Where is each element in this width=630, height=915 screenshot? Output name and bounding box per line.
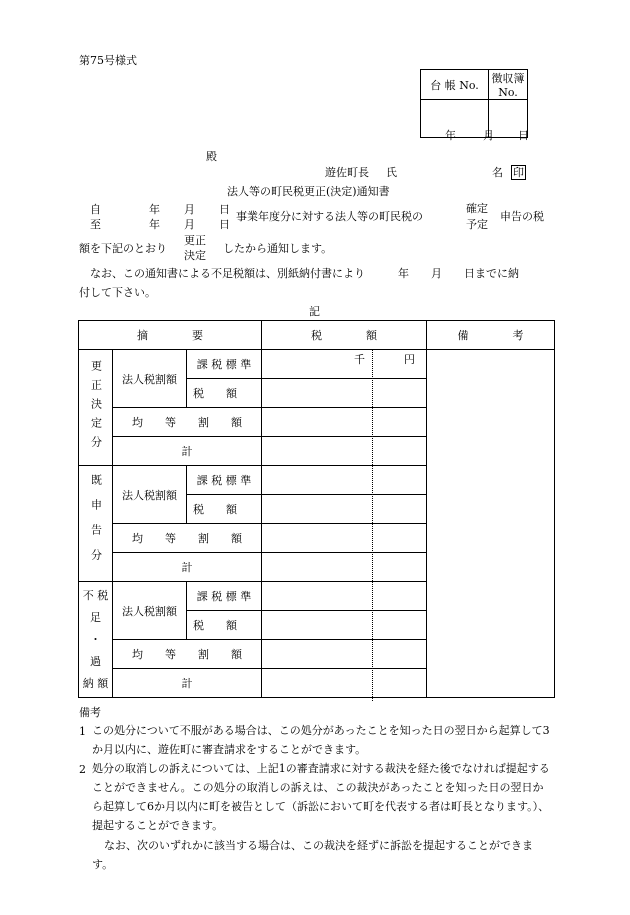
remarks-cell bbox=[427, 350, 555, 698]
body-line4: 付して下さい。 bbox=[79, 286, 156, 299]
filed-tax-base-value bbox=[262, 466, 427, 495]
from-year: 年 bbox=[149, 203, 160, 216]
header-remarks: 備 考 bbox=[427, 321, 555, 350]
filed-total-value bbox=[262, 553, 427, 582]
revised-tax-base-value bbox=[262, 350, 427, 379]
date-year: 年 bbox=[445, 129, 456, 142]
total-label: 計 bbox=[113, 437, 262, 466]
notes-heading: 備考 bbox=[79, 706, 101, 719]
label-kettei: 決定 bbox=[184, 249, 206, 262]
corporate-tax-label: 法人税割額 bbox=[113, 582, 187, 640]
thousand-divider bbox=[372, 350, 373, 701]
corporate-tax-label: 法人税割額 bbox=[113, 350, 187, 408]
tax-base-label: 課 税 標 準 bbox=[187, 582, 262, 611]
tax-base-label: 課 税 標 準 bbox=[187, 350, 262, 379]
filed-equal-levy-value bbox=[262, 524, 427, 553]
unit-yen: 円 bbox=[404, 353, 415, 366]
label-kakutei: 確定 bbox=[466, 202, 488, 215]
label-kosei: 更正 bbox=[184, 234, 206, 247]
label-to: 至 bbox=[90, 218, 101, 231]
issuer-title: 遊佐町長 bbox=[325, 166, 369, 179]
header-summary: 摘 要 bbox=[79, 321, 262, 350]
revised-equal-levy-value bbox=[262, 408, 427, 437]
section-filed-label: 既申告分 bbox=[79, 466, 113, 582]
section-diff-label: 不 税 足 ・ 過 納 額 bbox=[79, 582, 113, 698]
date-month: 月 bbox=[483, 129, 494, 142]
label-from: 自 bbox=[90, 203, 101, 216]
to-day: 日 bbox=[219, 218, 230, 231]
equal-levy-label: 均 等 割 額 bbox=[113, 524, 262, 553]
register-box bbox=[420, 69, 528, 138]
note-1: この処分について不服がある場合は、この処分があったことを知った日の翌日から起算して3か月以内に、遊佐町に審査請求をすることができます。 bbox=[92, 724, 550, 756]
corporate-tax-label: 法人税割額 bbox=[113, 466, 187, 524]
note-2-number: 2 bbox=[79, 763, 86, 776]
addressee-suffix: 殿 bbox=[206, 150, 217, 163]
filed-tax-amount-value bbox=[262, 495, 427, 524]
note-2: 処分の取消しの訴えについては、上記1の審査請求に対する裁決を経た後でなければ提起することができません。この処分の取消しの訴えは、この裁決があったことを知った日の翌日から起算して6か月以内に町を被告として（訴訟において町を代表する者は町長となります。）、提起することができます。 bbox=[92, 762, 550, 832]
fiscal-phrase: 事業年度分に対する法人等の町民税の bbox=[236, 210, 423, 223]
revised-total-value bbox=[262, 437, 427, 466]
tax-amount-label: 税 額 bbox=[187, 495, 262, 524]
document-title: 法人等の町民税更正(決定)通知書 bbox=[227, 185, 390, 198]
issuer-mei: 名 bbox=[492, 166, 503, 179]
tax-amount-label: 税 額 bbox=[187, 611, 262, 640]
register-no-header: 台 帳 No. bbox=[421, 70, 489, 100]
header-amount: 税 額 bbox=[262, 321, 427, 350]
body-line2-start: 額を下記のとおり bbox=[79, 242, 167, 255]
declared-tax-text: 申告の税 bbox=[500, 210, 544, 223]
to-month: 月 bbox=[184, 218, 195, 231]
tax-amount-label: 税 額 bbox=[187, 379, 262, 408]
to-year: 年 bbox=[149, 218, 160, 231]
revised-tax-amount-value bbox=[262, 379, 427, 408]
note-3: なお、次のいずれかに該当する場合は、この裁決を経ずに訴訟を提起することができます。 bbox=[92, 839, 533, 871]
unit-thousand: 千 bbox=[354, 353, 365, 366]
from-day: 日 bbox=[219, 203, 230, 216]
diff-equal-levy-value bbox=[262, 640, 427, 669]
equal-levy-label: 均 等 割 額 bbox=[113, 640, 262, 669]
body-line2-end: したから通知します。 bbox=[223, 242, 333, 255]
from-month: 月 bbox=[184, 203, 195, 216]
date-day: 日 bbox=[518, 129, 529, 142]
seal-mark: 印 bbox=[513, 166, 524, 179]
section-revised-label: 更正決定分 bbox=[79, 350, 113, 466]
issuer-shi: 氏 bbox=[386, 166, 397, 179]
note-1-number: 1 bbox=[79, 725, 86, 738]
diff-tax-amount-value bbox=[262, 611, 427, 640]
tax-table bbox=[78, 320, 555, 698]
label-yotei: 予定 bbox=[466, 218, 488, 231]
body-line3: なお、この通知書による不足税額は、別紙納付書により 年 月 日までに納 bbox=[90, 267, 519, 280]
form-number: 第75号様式 bbox=[79, 54, 137, 67]
total-label: 計 bbox=[113, 669, 262, 698]
ki-heading: 記 bbox=[309, 305, 320, 318]
tax-base-label: 課 税 標 準 bbox=[187, 466, 262, 495]
diff-tax-base-value bbox=[262, 582, 427, 611]
receipt-no-header: 徴収簿No. bbox=[489, 70, 528, 100]
equal-levy-label: 均 等 割 額 bbox=[113, 408, 262, 437]
total-label: 計 bbox=[113, 553, 262, 582]
diff-total-value bbox=[262, 669, 427, 698]
